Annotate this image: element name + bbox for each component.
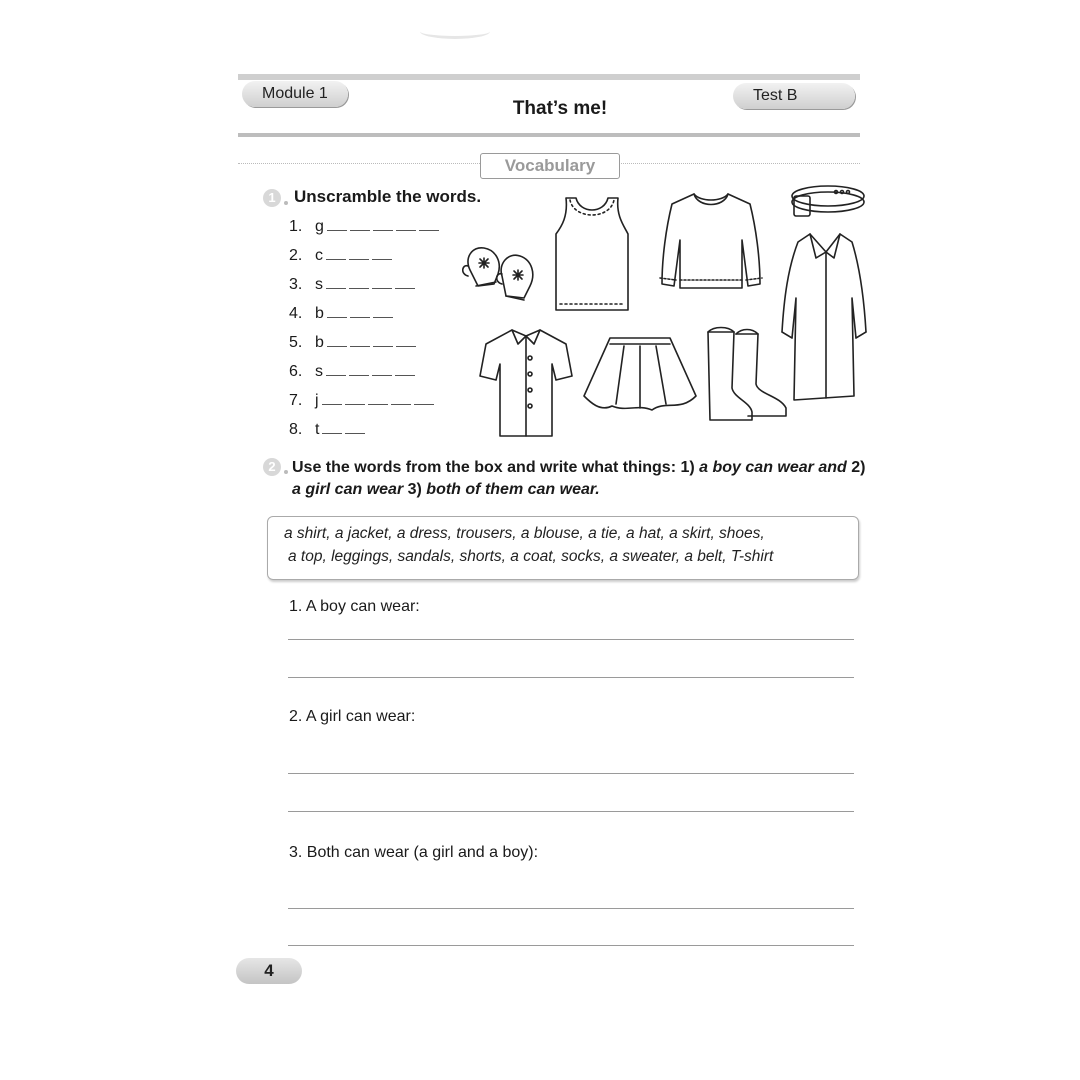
answer-line[interactable]	[288, 639, 854, 640]
scramble-item-number: 8.	[289, 421, 303, 438]
letter-blank[interactable]	[373, 218, 393, 231]
letter-blank[interactable]	[327, 218, 347, 231]
question-2: 2. A girl can wear:	[289, 708, 416, 725]
scramble-first-letter: j	[315, 392, 319, 409]
letter-blank[interactable]	[349, 247, 369, 260]
letter-blank[interactable]	[327, 334, 347, 347]
header-top-bar	[238, 74, 860, 80]
scramble-item	[289, 390, 434, 412]
scramble-first-letter: g	[315, 218, 324, 235]
scramble-item-number: 1.	[289, 218, 303, 235]
instruction-part-3: 3)	[403, 481, 427, 498]
instruction-part-2: 2)	[846, 459, 866, 476]
letter-blank[interactable]	[395, 363, 415, 376]
exercise-2-dot	[284, 470, 288, 474]
question-3: 3. Both can wear (a girl and a boy):	[289, 844, 539, 861]
letter-blank[interactable]	[349, 363, 369, 376]
answer-line[interactable]	[288, 811, 854, 812]
letter-blank[interactable]	[414, 392, 434, 405]
scramble-item	[289, 361, 415, 383]
scramble-first-letter: b	[315, 305, 324, 322]
instruction-italic-2: a girl can wear	[292, 481, 404, 498]
instruction-italic-1: a boy can wear and	[699, 459, 847, 476]
belt-icon	[788, 180, 868, 228]
section-label-vocabulary: Vocabulary	[480, 153, 620, 179]
scramble-item	[289, 419, 365, 441]
scan-shadow	[420, 24, 490, 39]
letter-blank[interactable]	[373, 305, 393, 318]
word-box-line-1: a shirt, a jacket, a dress, trousers, a blouse, a tie, a hat, a skirt, shoes,	[284, 525, 765, 542]
letter-blank[interactable]	[326, 247, 346, 260]
scramble-item-number: 6.	[289, 363, 303, 380]
shirt-icon	[478, 322, 574, 440]
module-tab: Module 1	[242, 81, 348, 107]
scramble-item	[289, 332, 416, 354]
letter-blank[interactable]	[350, 218, 370, 231]
letter-blank[interactable]	[395, 276, 415, 289]
skirt-icon	[580, 332, 700, 418]
letter-blank[interactable]	[396, 334, 416, 347]
mittens-icon	[462, 240, 542, 310]
page-number: 4	[236, 958, 302, 984]
header-rule	[238, 133, 860, 137]
letter-blank[interactable]	[345, 421, 365, 434]
exercise-1-number: 1	[263, 189, 281, 207]
top-icon	[550, 192, 635, 317]
letter-blank[interactable]	[350, 305, 370, 318]
scramble-item-number: 7.	[289, 392, 303, 409]
letter-blank[interactable]	[350, 334, 370, 347]
scramble-first-letter: t	[315, 421, 320, 438]
scramble-first-letter: b	[315, 334, 324, 351]
letter-blank[interactable]	[391, 392, 411, 405]
letter-blank[interactable]	[326, 276, 346, 289]
scramble-first-letter: s	[315, 276, 323, 293]
word-box	[267, 516, 859, 580]
instruction-italic-3: both of them can wear.	[426, 481, 600, 498]
letter-blank[interactable]	[322, 421, 342, 434]
answer-line[interactable]	[288, 677, 854, 678]
scramble-item	[289, 303, 393, 325]
scramble-first-letter: c	[315, 247, 323, 264]
scramble-item-number: 5.	[289, 334, 303, 351]
scramble-item-number: 2.	[289, 247, 303, 264]
exercise-2-number: 2	[263, 458, 281, 476]
letter-blank[interactable]	[419, 218, 439, 231]
test-tab: Test B	[733, 83, 855, 109]
letter-blank[interactable]	[372, 276, 392, 289]
scramble-item	[289, 245, 392, 267]
letter-blank[interactable]	[372, 247, 392, 260]
exercise-2-instruction	[292, 457, 872, 501]
letter-blank[interactable]	[396, 218, 416, 231]
answer-line[interactable]	[288, 908, 854, 909]
scramble-item	[289, 274, 415, 296]
word-box-line-2: a top, leggings, sandals, shorts, a coat, socks, a sweater, a belt, T-shirt	[288, 548, 774, 565]
letter-blank[interactable]	[373, 334, 393, 347]
answer-line[interactable]	[288, 945, 854, 946]
scramble-item	[289, 216, 439, 238]
letter-blank[interactable]	[327, 305, 347, 318]
letter-blank[interactable]	[368, 392, 388, 405]
exercise-1-dot	[284, 201, 288, 205]
letter-blank[interactable]	[372, 363, 392, 376]
letter-blank[interactable]	[345, 392, 365, 405]
letter-blank[interactable]	[349, 276, 369, 289]
question-1: 1. A boy can wear:	[289, 598, 420, 615]
exercise-1-instruction: Unscramble the words.	[294, 187, 482, 206]
sweater-icon	[656, 188, 766, 296]
boots-icon	[700, 324, 790, 426]
coat-icon	[780, 228, 870, 406]
letter-blank[interactable]	[322, 392, 342, 405]
page-title: That’s me!	[512, 98, 608, 119]
scramble-item-number: 4.	[289, 305, 303, 322]
answer-line[interactable]	[288, 773, 854, 774]
scramble-item-number: 3.	[289, 276, 303, 293]
letter-blank[interactable]	[326, 363, 346, 376]
instruction-part-1: Use the words from the box and write what things: 1)	[292, 459, 700, 476]
scramble-first-letter: s	[315, 363, 323, 380]
